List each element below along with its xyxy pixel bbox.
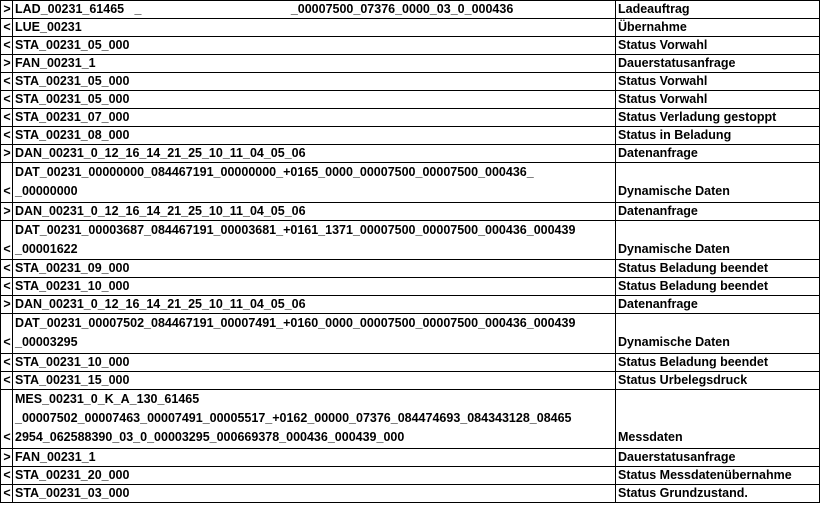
description-cell: Dynamische Daten <box>616 314 820 354</box>
direction-cell: < <box>1 91 13 109</box>
message-cell: STA_00231_20_000 <box>13 466 616 484</box>
direction-cell: < <box>1 314 13 354</box>
description-cell: Dynamische Daten <box>616 163 820 203</box>
description-cell: Status Grundzustand. <box>616 484 820 502</box>
message-cell: STA_00231_07_000 <box>13 109 616 127</box>
message-cell: DAN_00231_0_12_16_14_21_25_10_11_04_05_06 <box>13 145 616 163</box>
message-cell: FAN_00231_1 <box>13 448 616 466</box>
description-cell: Status Messdatenübernahme <box>616 466 820 484</box>
description-cell: Datenanfrage <box>616 202 820 220</box>
table-row <box>1 37 820 55</box>
table-row <box>1 466 820 484</box>
direction-cell: > <box>1 1 13 19</box>
message-cell: DAN_00231_0_12_16_14_21_25_10_11_04_05_06 <box>13 296 616 314</box>
table-row <box>1 371 820 389</box>
table-row <box>1 202 820 220</box>
message-cell: STA_00231_09_000 <box>13 260 616 278</box>
description-cell: Datenanfrage <box>616 296 820 314</box>
table-row <box>1 353 820 371</box>
message-cell: STA_00231_05_000 <box>13 37 616 55</box>
message-cell: FAN_00231_1 <box>13 55 616 73</box>
direction-cell: > <box>1 448 13 466</box>
message-cell: STA_00231_08_000 <box>13 127 616 145</box>
direction-cell: < <box>1 353 13 371</box>
message-cell: LAD_00231_61465 _ _00007500_07376_0000_03_0_000436 <box>13 1 616 19</box>
direction-cell: < <box>1 484 13 502</box>
table-row <box>1 296 820 314</box>
table-row <box>1 145 820 163</box>
direction-cell: > <box>1 296 13 314</box>
message-cell: MES_00231_0_K_A_130_61465 _00007502_00007463_00007491_00005517_+0162_00000_07376_084474693_084343128_08465 2954_062588390_03_0_00003295_000669378_000436_000439_000 <box>13 389 616 448</box>
message-cell: DAT_00231_00003687_084467191_00003681_+0161_1371_00007500_00007500_000436_000439 _00001622 <box>13 220 616 260</box>
direction-cell: < <box>1 73 13 91</box>
direction-cell: < <box>1 163 13 203</box>
description-cell: Status Urbelegsdruck <box>616 371 820 389</box>
direction-cell: < <box>1 37 13 55</box>
message-cell: DAT_00231_00007502_084467191_00007491_+0160_0000_00007500_00007500_000436_000439 _00003295 <box>13 314 616 354</box>
direction-cell: < <box>1 220 13 260</box>
table-row <box>1 1 820 19</box>
direction-cell: < <box>1 127 13 145</box>
description-cell: Status Vorwahl <box>616 91 820 109</box>
description-cell: Übernahme <box>616 19 820 37</box>
description-cell: Status Beladung beendet <box>616 260 820 278</box>
description-cell: Dauerstatusanfrage <box>616 448 820 466</box>
table-row <box>1 73 820 91</box>
direction-cell: > <box>1 55 13 73</box>
table-row <box>1 55 820 73</box>
description-cell: Status Beladung beendet <box>616 353 820 371</box>
description-cell: Ladeauftrag <box>616 1 820 19</box>
direction-cell: < <box>1 389 13 448</box>
message-cell: STA_00231_15_000 <box>13 371 616 389</box>
description-cell: Datenanfrage <box>616 145 820 163</box>
direction-cell: > <box>1 145 13 163</box>
description-cell: Status Vorwahl <box>616 37 820 55</box>
table-row <box>1 109 820 127</box>
direction-cell: < <box>1 19 13 37</box>
direction-cell: < <box>1 371 13 389</box>
table-row <box>1 314 820 354</box>
message-log-body <box>1 1 820 503</box>
description-cell: Status in Beladung <box>616 127 820 145</box>
message-cell: STA_00231_03_000 <box>13 484 616 502</box>
table-row <box>1 91 820 109</box>
message-cell: DAN_00231_0_12_16_14_21_25_10_11_04_05_06 <box>13 202 616 220</box>
message-cell: DAT_00231_00000000_084467191_00000000_+0165_0000_00007500_00007500_000436_ _00000000 <box>13 163 616 203</box>
table-row <box>1 484 820 502</box>
message-cell: STA_00231_10_000 <box>13 278 616 296</box>
direction-cell: < <box>1 260 13 278</box>
direction-cell: > <box>1 202 13 220</box>
message-cell: STA_00231_10_000 <box>13 353 616 371</box>
table-row <box>1 260 820 278</box>
message-cell: STA_00231_05_000 <box>13 91 616 109</box>
direction-cell: < <box>1 109 13 127</box>
table-row <box>1 448 820 466</box>
table-row <box>1 278 820 296</box>
description-cell: Dauerstatusanfrage <box>616 55 820 73</box>
message-cell: STA_00231_05_000 <box>13 73 616 91</box>
table-row <box>1 389 820 448</box>
description-cell: Status Beladung beendet <box>616 278 820 296</box>
table-row <box>1 163 820 203</box>
table-row <box>1 127 820 145</box>
description-cell: Status Verladung gestoppt <box>616 109 820 127</box>
description-cell: Messdaten <box>616 389 820 448</box>
message-cell: LUE_00231 <box>13 19 616 37</box>
direction-cell: < <box>1 278 13 296</box>
table-row <box>1 220 820 260</box>
description-cell: Dynamische Daten <box>616 220 820 260</box>
description-cell: Status Vorwahl <box>616 73 820 91</box>
direction-cell: < <box>1 466 13 484</box>
table-row <box>1 19 820 37</box>
